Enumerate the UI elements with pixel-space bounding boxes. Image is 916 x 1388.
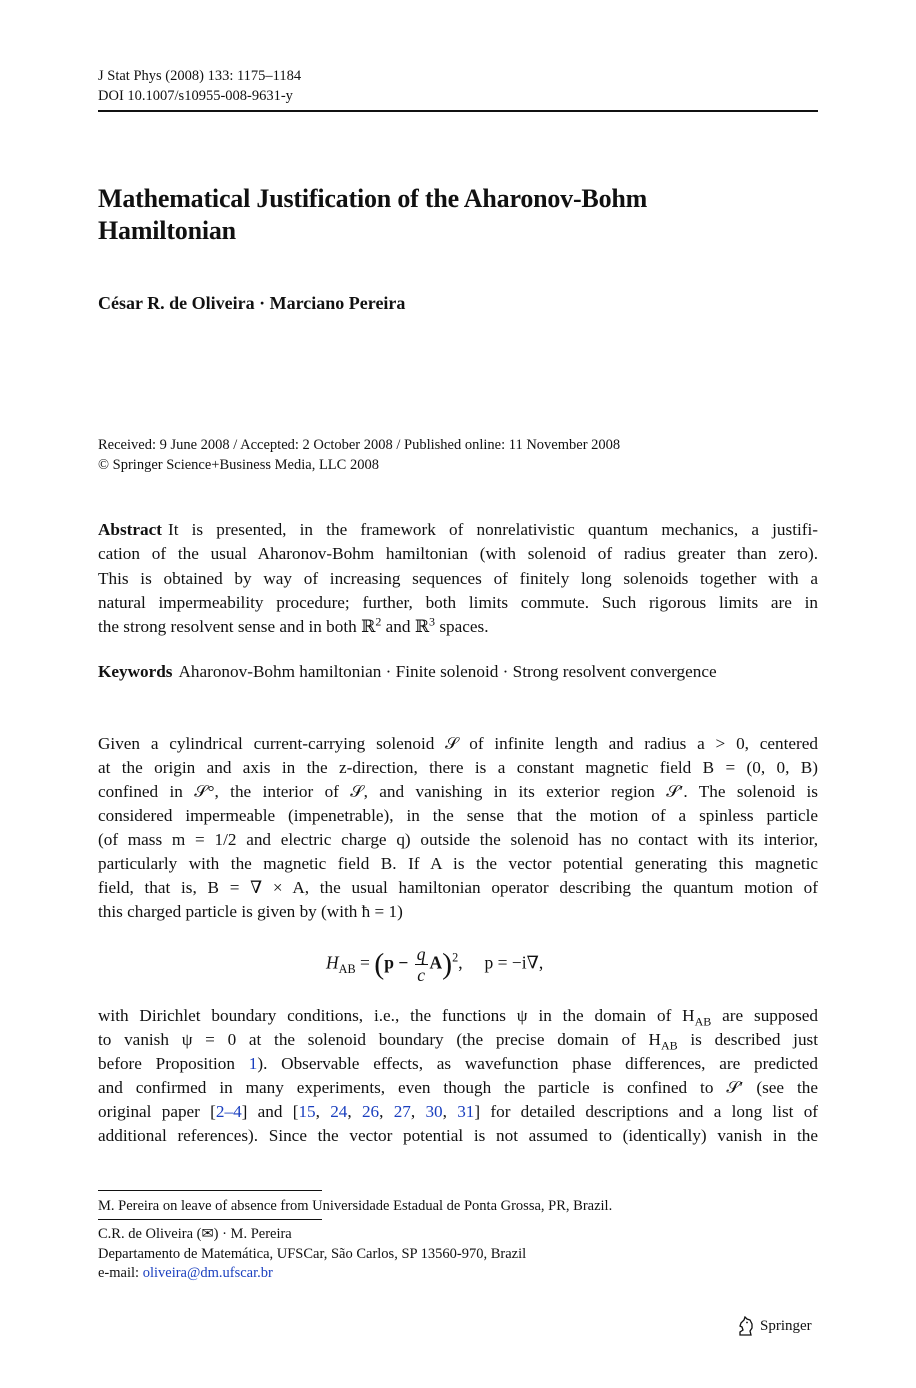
proposition-link[interactable]: 1 xyxy=(248,1054,258,1073)
abstract xyxy=(98,518,818,639)
publisher-name: Springer xyxy=(760,1317,812,1334)
body-text: are supposed xyxy=(711,1006,818,1025)
dates-line: Received: 9 June 2008 / Accepted: 2 October 2008 / Published online: 11 November 2008 xyxy=(98,437,621,453)
subscript: AB xyxy=(694,1014,712,1029)
eq-p: p − xyxy=(384,952,413,973)
email-label: e-mail: xyxy=(98,1265,143,1281)
correspondence-authors: C.R. de Oliveira (✉) · M. Pereira xyxy=(98,1226,292,1242)
abstract-label: Abstract xyxy=(98,520,162,539)
body-paragraph-2 xyxy=(98,1004,818,1148)
footnote-rule xyxy=(98,1219,322,1220)
subscript: AB xyxy=(660,1038,678,1053)
citation-link[interactable]: 27 xyxy=(393,1102,411,1121)
body-text: ). Observable effects, as wavefunction phase differences, are predicted xyxy=(257,1054,818,1073)
abstract-text: and ℝ xyxy=(381,617,430,637)
body-line: additional references). Since the vector potential is not assumed to (identically) vanish in the xyxy=(98,1126,818,1145)
body-line: original paper [2–4] and [15, 24, 26, 27, 30, 31] for detailed descriptions and a long list of xyxy=(98,1102,819,1121)
eq-fraction xyxy=(415,944,428,985)
superscript: 3 xyxy=(429,614,436,629)
email-link[interactable]: oliveira@dm.ufscar.br xyxy=(142,1265,273,1281)
superscript: 2 xyxy=(375,614,382,629)
abstract-line: natural impermeability procedure; further, both limits commute. Such rigorous limits are in xyxy=(98,592,818,612)
body-line: this charged particle is given by (with ħ = 1) xyxy=(98,902,403,921)
authors: César R. de Oliveira · Marciano Pereira xyxy=(98,293,406,313)
body-line xyxy=(98,1028,818,1052)
body-line: considered impermeable (impenetrable), in the sense that the motion of a spinless particle xyxy=(98,806,818,825)
citation-link[interactable]: 15 xyxy=(298,1102,316,1121)
citation-link[interactable]: 30 xyxy=(425,1102,443,1121)
body-line: and confirmed in many experiments, even though the particle is confined to 𝒮′ (see the xyxy=(98,1078,818,1097)
header-rule xyxy=(98,110,818,112)
eq-exponent: 2 xyxy=(452,950,459,965)
citation-link[interactable]: 2–4 xyxy=(215,1102,242,1121)
body-text: ] and [ xyxy=(241,1102,299,1121)
body-text: ] for detailed descriptions and a long list of xyxy=(474,1102,819,1121)
body-line: at the origin and axis in the z-direction, there is a constant magnetic field B = (0, 0, B) xyxy=(98,758,818,777)
body-text: with Dirichlet boundary conditions, i.e., the functions ψ in the domain of H xyxy=(98,1006,695,1025)
abstract-text: the strong resolvent sense and in both ℝ xyxy=(98,617,376,637)
keywords-text: Aharonov-Bohm hamiltonian · Finite solenoid · Strong resolvent convergence xyxy=(178,662,717,681)
springer-logo xyxy=(737,1316,812,1336)
correspondence-address: Departamento de Matemática, UFSCar, São Carlos, SP 13560-970, Brazil xyxy=(98,1245,527,1262)
citation-link[interactable]: 26 xyxy=(361,1102,380,1121)
citation-link[interactable]: 24 xyxy=(330,1102,348,1121)
abstract-text: spaces. xyxy=(435,617,489,637)
body-text: before Proposition xyxy=(98,1054,249,1073)
eq-frac-num: q xyxy=(416,944,426,964)
eq-lhs: H xyxy=(326,952,339,973)
eq-equals: = xyxy=(355,952,375,973)
abstract-line: It is presented, in the framework of nonrelativistic quantum mechanics, a justifi- xyxy=(167,520,818,539)
body-text: is described just xyxy=(677,1030,818,1049)
eq-frac-den: c xyxy=(417,965,426,985)
abstract-line: This is obtained by way of increasing sequences of finitely long solenoids together with a xyxy=(98,568,818,588)
eq-lhs-sub: AB xyxy=(338,962,356,977)
citation-link[interactable]: 31 xyxy=(457,1102,475,1121)
eq-open-paren: ( xyxy=(374,947,385,981)
footnote-affiliation: M. Pereira on leave of absence from Universidade Estadual de Ponta Grossa, PR, Brazil. xyxy=(98,1198,613,1214)
title-line-1: Mathematical Justification of the Aharonov-Bohm xyxy=(98,184,648,213)
springer-knight-icon xyxy=(737,1316,755,1336)
keywords xyxy=(98,660,818,684)
journal-citation: J Stat Phys (2008) 133: 1175–1184 xyxy=(98,68,302,84)
body-paragraph-1 xyxy=(98,732,818,924)
body-line xyxy=(98,1052,818,1076)
eq-close-paren: ) xyxy=(442,947,453,981)
footnote-rule xyxy=(98,1190,322,1191)
publication-dates xyxy=(98,435,818,475)
correspondence-email-line xyxy=(98,1264,818,1284)
body-line xyxy=(98,1004,818,1028)
eq-A: A xyxy=(429,952,443,973)
eq-rest: , p = −i∇, xyxy=(458,952,544,973)
abstract-line: cation of the usual Aharonov-Bohm hamiltonian (with solenoid of radius greater than zero). xyxy=(98,544,818,564)
body-text: to vanish ψ = 0 at the solenoid boundary (the precise domain of H xyxy=(98,1030,661,1049)
body-line: confined in 𝒮°, the interior of 𝒮, and vanishing in its exterior region 𝒮′. The solenoid is xyxy=(98,782,818,801)
keywords-label: Keywords xyxy=(98,662,173,681)
equation-content xyxy=(326,944,543,985)
doi: DOI 10.1007/s10955-008-9631-y xyxy=(98,88,293,104)
hamiltonian-equation xyxy=(0,940,916,996)
body-text: original paper [ xyxy=(98,1102,216,1121)
correspondence-footnote xyxy=(98,1225,818,1284)
abstract-line xyxy=(98,615,818,639)
title-line-2: Hamiltonian xyxy=(98,216,236,245)
body-line: (of mass m = 1/2 and electric charge q) outside the solenoid has no contact with its interior, xyxy=(98,830,818,849)
body-line: Given a cylindrical current-carrying solenoid 𝒮 of infinite length and radius a > 0, centered xyxy=(98,734,818,753)
journal-header xyxy=(98,66,818,106)
copyright-line: © Springer Science+Business Media, LLC 2008 xyxy=(98,457,379,473)
body-line: field, that is, B = ∇ × A, the usual hamiltonian operator describing the quantum motion of xyxy=(98,878,818,897)
article-title xyxy=(98,183,818,247)
body-line: particularly with the magnetic field B. If A is the vector potential generating this magnetic xyxy=(98,854,818,873)
